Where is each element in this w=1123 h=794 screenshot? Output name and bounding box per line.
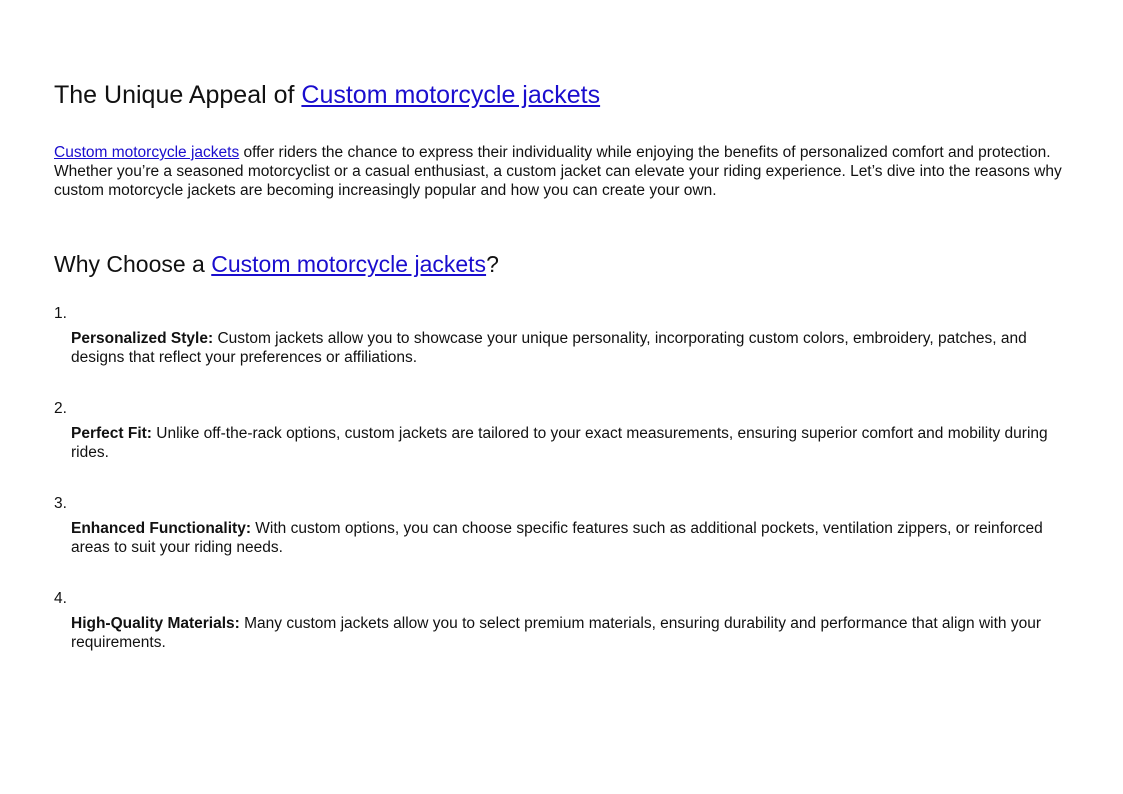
list-item-number: 1. xyxy=(54,305,67,322)
section-suffix: ? xyxy=(486,251,499,277)
list-item-text: Unlike off-the-rack options, custom jackets are tailored to your exact measurements, ensuring superior comfort and mobility during rides. xyxy=(71,425,1048,461)
list-item-body xyxy=(54,424,1074,462)
list-item-text: With custom options, you can choose specific features such as additional pockets, ventilation zippers, or reinforced areas to suit your riding needs. xyxy=(71,520,1043,556)
page-title xyxy=(54,78,600,112)
list-item-body xyxy=(54,519,1074,557)
list-item-number: 3. xyxy=(54,495,67,512)
list-item xyxy=(54,589,1074,652)
section-heading xyxy=(54,248,499,280)
list-item-text: Many custom jackets allow you to select premium materials, ensuring durability and performance that align with your requirements. xyxy=(71,615,1042,651)
list-item-number: 4. xyxy=(54,590,67,607)
list-item-term: Enhanced Functionality: xyxy=(71,520,251,537)
title-link[interactable]: Custom motorcycle jackets xyxy=(301,81,601,109)
list-item-term: Personalized Style: xyxy=(71,330,214,347)
list-item-body xyxy=(54,614,1074,652)
intro-paragraph xyxy=(54,143,1064,200)
list-item xyxy=(54,494,1074,557)
intro-link[interactable]: Custom motorcycle jackets xyxy=(54,144,240,161)
list-item-term: Perfect Fit: xyxy=(71,425,152,442)
list-item-text: Custom jackets allow you to showcase your unique personality, incorporating custom colors, embroidery, patches, and designs that reflect your preferences or affiliations. xyxy=(71,330,1027,366)
list-item xyxy=(54,399,1074,462)
list-item xyxy=(54,304,1074,367)
list-item-number: 2. xyxy=(54,400,67,417)
section-prefix: Why Choose a xyxy=(54,251,212,277)
intro-text: offer riders the chance to express their individuality while enjoying the benefits of personalized comfort and protection. Whether you’re a seasoned motorcyclist or a casual enthusiast, a custom jacket can elevate your riding experience. Let’s dive into the reasons why custom motorcycle jackets are becoming increasingly popular and how you can create your own. xyxy=(54,144,1062,199)
section-link[interactable]: Custom motorcycle jackets xyxy=(211,251,487,277)
list-item-body xyxy=(54,329,1074,367)
title-prefix: The Unique Appeal of xyxy=(54,81,302,109)
list-item-term: High-Quality Materials: xyxy=(71,615,240,632)
